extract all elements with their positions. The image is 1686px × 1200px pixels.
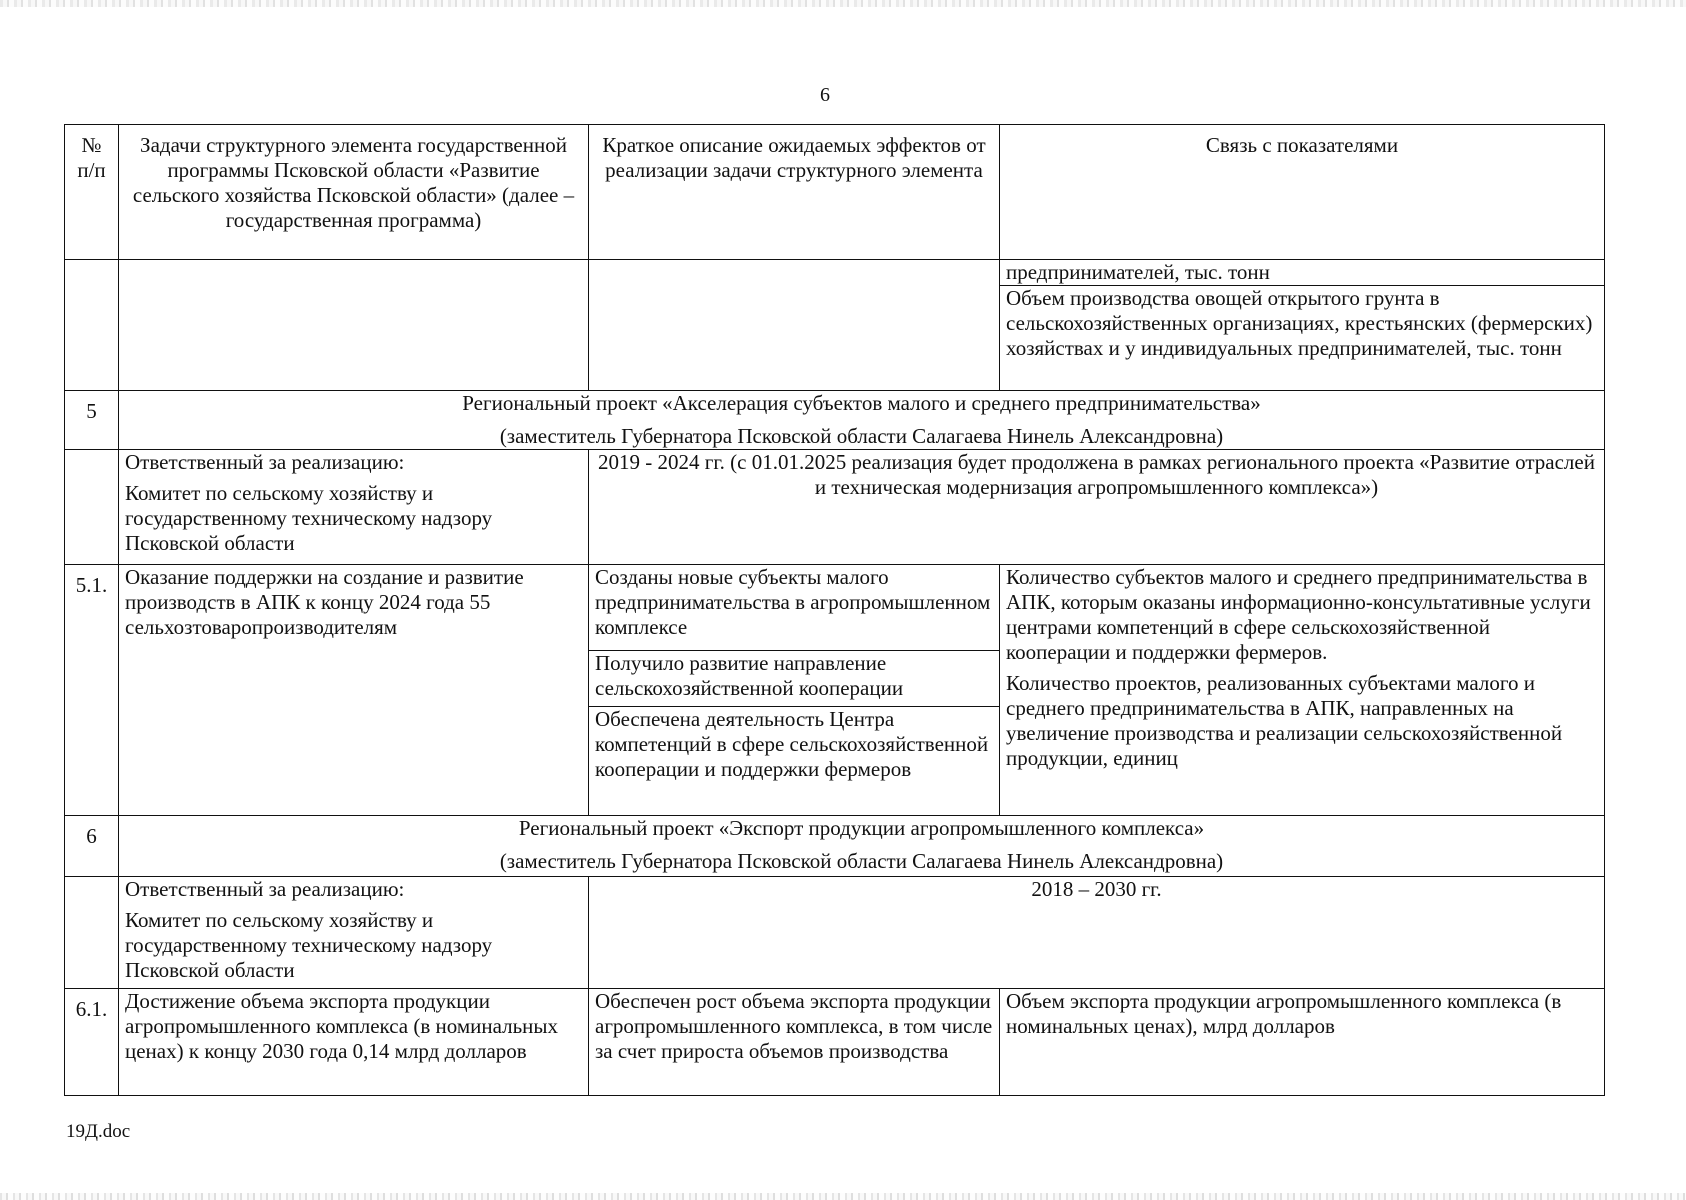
task-5-1-effect-1: Созданы новые субъекты малого предпринимательства в агропромышленном комплексе — [595, 564, 991, 639]
section-6-row — [65, 816, 1605, 876]
section-6-period: 2018 – 2030 гг. — [589, 876, 1605, 989]
task-5-1-row — [65, 564, 1605, 816]
task-6-1-task: Достижение объема экспорта продукции агропромышленного комплекса (в номинальных ценах) к концу 2030 года 0,14 млрд долларов — [119, 989, 589, 1096]
table-row-carry-over — [65, 259, 1605, 390]
section-6-responsible-num — [65, 876, 119, 989]
section-5-period: 2019 - 2024 гг. (с 01.01.2025 реализация будет продолжена в рамках регионального проекта «Развитие отраслей и техническая модернизация агропромышленного комплекса») — [589, 449, 1605, 564]
section-6-curator: (заместитель Губернатора Псковской области Салагаева Нинель Александровна) — [499, 849, 1224, 874]
carry-indicator-1: предпринимателей, тыс. тонн — [1006, 259, 1270, 284]
section-6-num: 6 — [65, 816, 119, 876]
table-header-row — [65, 125, 1605, 260]
task-5-1-effect-2: Получило развитие направление сельскохозяйственной кооперации — [589, 651, 999, 707]
section-6-responsible-row — [65, 876, 1605, 989]
carry-indicator-cell — [1000, 259, 1605, 390]
header-tasks: Задачи структурного элемента государственной программы Псковской области «Развитие сельского хозяйства Псковской области» (далее – государственная программа) — [119, 125, 589, 260]
task-5-1-num: 5.1. — [65, 564, 119, 816]
task-6-1-indicator: Объем экспорта продукции агропромышленного комплекса (в номинальных ценах), млрд долларов — [1000, 989, 1605, 1096]
task-6-1-row — [65, 989, 1605, 1096]
section-6-title-cell — [119, 816, 1605, 876]
task-5-1-indicator-1: Количество субъектов малого и среднего предпринимательства в АПК, которым оказаны информационно-консультативные услуги центрами компетенций в сфере сельскохозяйственной кооперации и поддержки фермеров. — [1006, 564, 1591, 664]
section-5-row — [65, 390, 1605, 449]
carry-task-cell — [119, 259, 589, 390]
task-5-1-task: Оказание поддержки на создание и развитие производств в АПК к концу 2024 года 55 сельхозтоваропроизводителям — [119, 564, 589, 816]
section-5-responsible-cell — [119, 449, 589, 564]
carry-indicator-2: Объем производства овощей открытого грунта в сельскохозяйственных организациях, крестьянских (фермерских) хозяйствах и у индивидуальных предпринимателей, тыс. тонн — [1000, 285, 1604, 389]
section-5-responsible-row — [65, 449, 1605, 564]
task-6-1-effect: Обеспечен рост объема экспорта продукции агропромышленного комплекса, в том числе за счет прироста объемов производства — [589, 989, 1000, 1096]
carry-effect-cell — [589, 259, 1000, 390]
program-table — [64, 124, 1605, 1096]
scan-edge-bottom — [0, 1193, 1686, 1200]
task-5-1-effects-cell — [589, 564, 1000, 816]
section-6-title: Региональный проект «Экспорт продукции агропромышленного комплекса» — [518, 816, 1205, 841]
scan-edge-top — [0, 0, 1686, 7]
header-num: № п/п — [65, 125, 119, 260]
carry-num-cell — [65, 259, 119, 390]
section-5-responsible-label: Ответственный за реализацию: — [125, 449, 405, 474]
section-5-responsible-org: Комитет по сельскому хозяйству и государственному техническому надзору Псковской области — [125, 480, 493, 555]
section-6-responsible-org: Комитет по сельскому хозяйству и государственному техническому надзору Псковской области — [125, 907, 493, 982]
footer-filename: 19Д.doc — [66, 1121, 131, 1142]
section-6-responsible-label: Ответственный за реализацию: — [125, 876, 405, 901]
task-6-1-num: 6.1. — [65, 989, 119, 1096]
header-effects: Краткое описание ожидаемых эффектов от реализации задачи структурного элемента — [589, 125, 1000, 260]
section-6-responsible-cell — [119, 876, 589, 989]
header-indicators: Связь с показателями — [1000, 125, 1605, 260]
task-5-1-indicator-2: Количество проектов, реализованных субъектами малого и среднего предпринимательства в АПК, направленных на увеличение производства и реализации сельскохозяйственной продукции, единиц — [1006, 670, 1563, 770]
section-5-title: Региональный проект «Акселерация субъектов малого и среднего предпринимательства» — [462, 390, 1261, 415]
task-5-1-indicators-cell — [1000, 564, 1605, 816]
section-5-responsible-num — [65, 449, 119, 564]
page-number: 6 — [820, 84, 830, 106]
task-5-1-effect-3: Обеспечена деятельность Центра компетенций в сфере сельскохозяйственной кооперации и поддержки фермеров — [589, 707, 999, 816]
section-5-num: 5 — [65, 390, 119, 449]
section-5-title-cell — [119, 390, 1605, 449]
section-5-curator: (заместитель Губернатора Псковской области Салагаева Нинель Александровна) — [499, 423, 1224, 448]
